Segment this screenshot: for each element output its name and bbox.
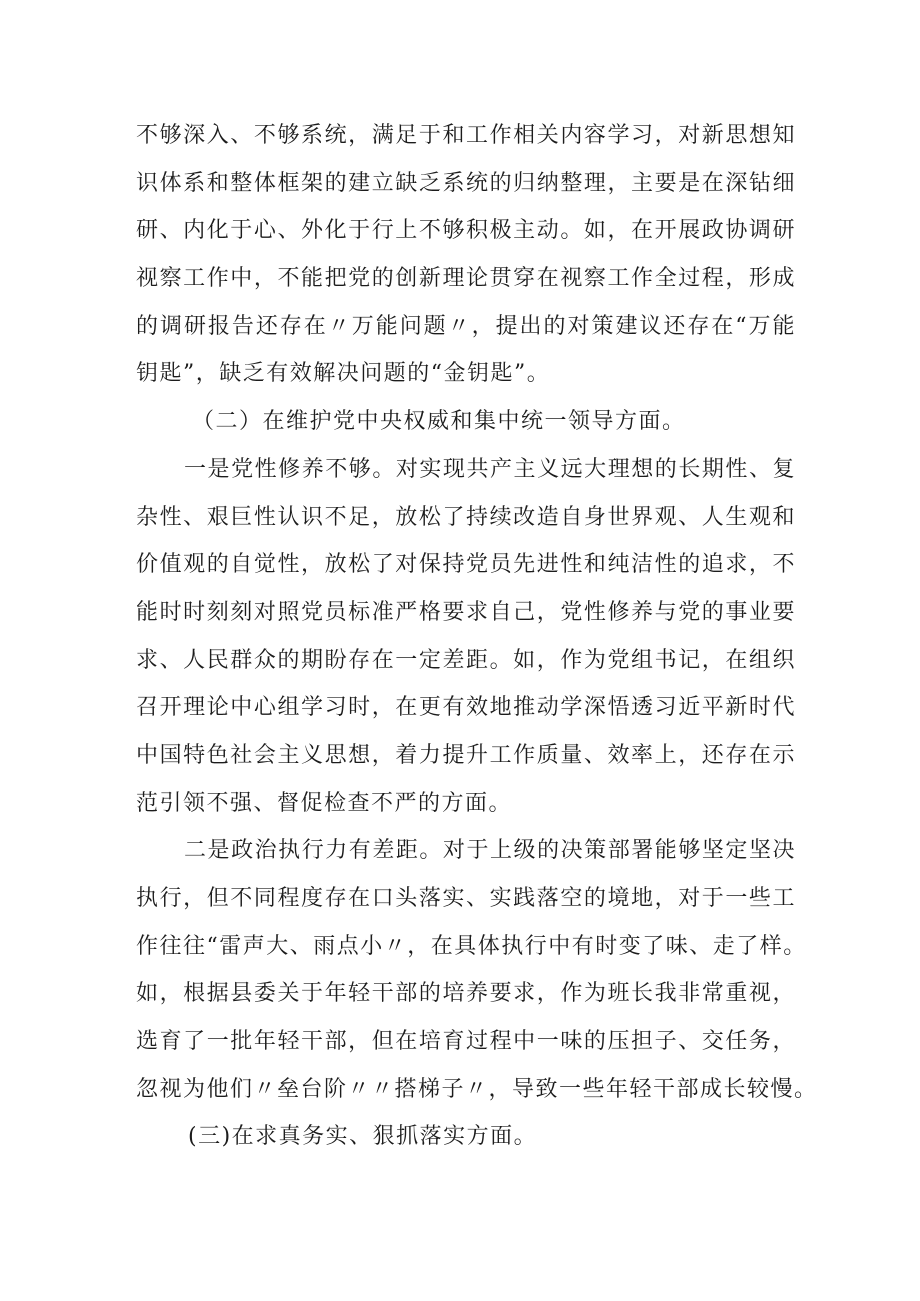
text-line: 杂性、艰巨性认识不足，放松了持续改造自身世界观、人生观和 (136, 504, 796, 530)
text-line: 钥匙”，缺乏有效解决问题的“金钥匙”。 (136, 361, 551, 387)
section-heading-text: (三)在求真务实、狠抓落实方面。 (188, 1124, 538, 1150)
text-line: 忽视为他们〃垒台阶〃〃搭梯子〃，导致一些年轻干部成长较慢。 (136, 1076, 818, 1102)
paragraph-political-execution (136, 827, 818, 1113)
text-line: 范引领不强、督促检查不严的方面。 (136, 790, 513, 816)
text-line: 求、人民群众的期盼存在一定差距。如，作为党组书记，在组织 (136, 647, 796, 673)
text-line: 作往往“雷声大、雨点小〃，在具体执行中有时变了味、走了样。 (136, 933, 807, 959)
section-heading-2 (136, 398, 796, 446)
text-line: 不够深入、不够系统，满足于和工作相关内容学习，对新思想知 (136, 123, 796, 148)
paragraph-party-spirit (136, 446, 796, 828)
text-line: 识体系和整体框架的建立缺乏系统的归纳整理，主要是在深钻细 (136, 170, 796, 196)
document-body (136, 112, 818, 1161)
paragraph-continuation (136, 112, 796, 398)
text-line: 二是政治执行力有差距。对于上级的决策部署能够坚定坚决 (184, 838, 796, 864)
text-line: 的调研报告还存在〃万能问题〃，提出的对策建议还存在“万能 (136, 313, 796, 339)
text-line: 一是党性修养不够。对实现共产主义远大理想的长期性、复 (184, 456, 796, 482)
text-line: 研、内化于心、外化于行上不够积极主动。如，在开展政协调研 (136, 218, 796, 244)
section-heading-3 (136, 1113, 796, 1161)
text-line: 视察工作中，不能把党的创新理论贯穿在视察工作全过程，形成 (136, 266, 796, 292)
text-line: 执行，但不同程度存在口头落实、实践落空的境地，对于一些工 (136, 886, 796, 911)
text-line: 召开理论中心组学习时，在更有效地推动学深悟透习近平新时代 (136, 695, 796, 721)
section-heading-text: （二）在维护党中央权威和集中统一领导方面。 (192, 409, 686, 435)
text-line: 如，根据县委关于年轻干部的培养要求，作为班长我非常重视， (136, 981, 796, 1007)
text-line: 价值观的自觉性，放松了对保持党员先进性和纯洁性的追求，不 (136, 552, 796, 578)
text-line: 选育了一批年轻干部，但在培育过程中一味的压担子、交任务， (136, 1029, 796, 1055)
text-line: 中国特色社会主义思想，着力提升工作质量、效率上，还存在示 (136, 742, 796, 768)
text-line: 能时时刻刻对照党员标准严格要求自己，党性修养与党的事业要 (136, 599, 796, 625)
